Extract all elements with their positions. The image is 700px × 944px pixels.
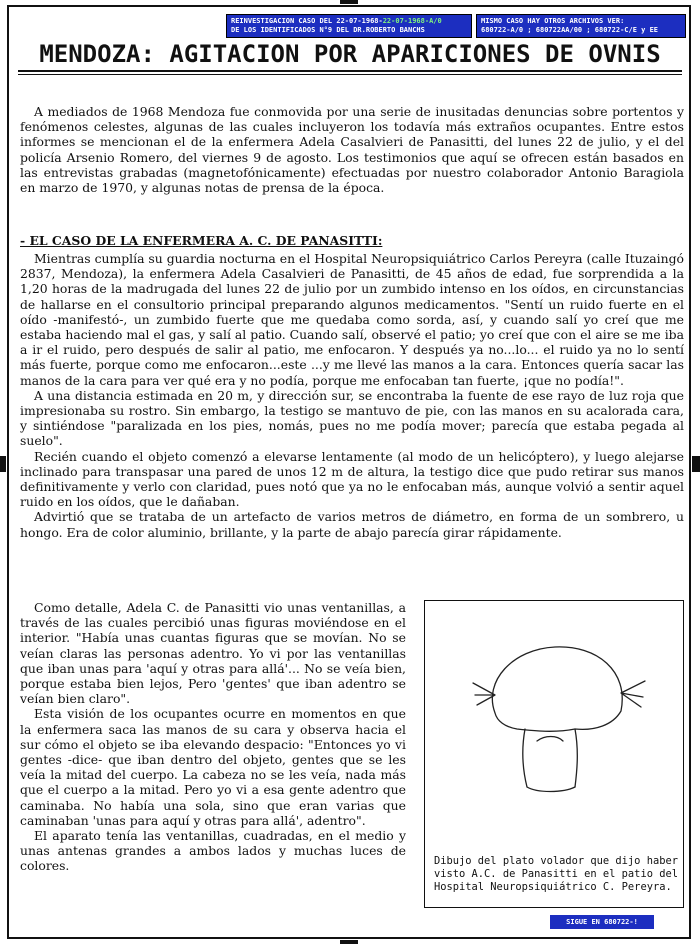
body-paragraph: Recién cuando el objeto comenzó a elevarse lentamente (al modo de un helicóptero), y luego alejarse inclinado para transpasar una pared de unos 12 m de altura, la testigo dice que pudo retirar sus manos definitivamente y verlo con claridad, pues notó que ya no le enfocaban más, aunque volvió a sentir aquel ruido en los oídos, que le dañaban. bbox=[20, 448, 684, 510]
headline-rule-top bbox=[18, 70, 682, 72]
ufo-base bbox=[527, 787, 575, 792]
edge-mark-left bbox=[0, 456, 6, 472]
edge-mark-right bbox=[692, 456, 700, 472]
edge-mark-top bbox=[340, 0, 358, 4]
continued-on-badge: SIGUE EN 680722-! bbox=[550, 915, 654, 929]
page-headline: MENDOZA: AGITACION POR APARICIONES DE OVNIS bbox=[39, 40, 661, 68]
ufo-antenna-left bbox=[473, 683, 495, 705]
case-reference-box bbox=[226, 14, 472, 38]
body-column bbox=[20, 600, 406, 874]
body-full-width bbox=[20, 251, 684, 540]
ufo-stem-left bbox=[523, 729, 527, 787]
figure-caption: Dibujo del plato volador que dijo haber visto A.C. de Panasitti en el patio del Hospital Neuropsiquiátrico C. Pereyra. bbox=[434, 855, 678, 893]
body-paragraph: A una distancia estimada en 20 m, y dirección sur, se encontraba la fuente de ese rayo de luz roja que impresionaba su rostro. Sin embargo, la testigo se mantuvo de pie, con las manos en su acalorada cara, y sintiéndose "paralizada en los pies, nomás, pues no me podía mover; parecía que estaba pegada al suelo". bbox=[20, 387, 684, 449]
body-paragraph: El aparato tenía las ventanillas, cuadradas, en el medio y unas antenas grandes a ambos lados y muchas luces de colores. bbox=[20, 828, 406, 874]
headline-rule-bottom bbox=[18, 74, 682, 75]
intro-text: A mediados de 1968 Mendoza fue conmovida por una serie de inusitadas denuncias sobre portentos y fenómenos celestes, algunas de las cuales incluyeron los todavía más extraños ocupantes. Entre estos informes se mencionan el de la enfermera Adela Casalvieri de Panasitti, del lunes 22 de julio, y el del policía Arsenio Romero, del viernes 9 de agosto. Los testimonios que aquí se ofrecen están basados en las entrevistas grabadas (magnetofónicamente) efectuadas por nuestro colaborador Antonio Baragiola en marzo de 1970, y algunas notas de prensa de la época. bbox=[20, 104, 684, 196]
body-paragraph: Mientras cumplía su guardia nocturna en el Hospital Neuropsiquiátrico Carlos Pereyra (calle Ituzaingó 2837, Mendoza), la enfermera Adela Casalvieri de Panasitti, de 45 años de edad, fue sorprendida a la 1,20 horas de la madrugada del lunes 22 de julio por un zumbido intenso en los oídos, en circunstancias de hallarse en el consultorio principal preparando algunos medicamentos. "Sentí un ruido fuerte en el oído -manifestó-, un zumbido fuerte que me quedaba como sorda, así, y cuando salí yo creí que me estaba haciendo mal el gas, y salí al patio. Cuando salí, observé el patio; yo creí que con el aire se me iba a ir el ruido, pero después de salir al patio, me enfocaron. Y después ya no...lo... el ruido ya no lo sentí más fuerte, porque como me enfocaron...este ...y me llevé las manos a la cara. Entonces quería sacar las manos de la cara para ver qué era y no podía, porque me enfocaban tan fuerte, ¡que no podía!". bbox=[20, 251, 684, 388]
body-paragraph: Como detalle, Adela C. de Panasitti vio unas ventanillas, a través de las cuales percibió unas figuras moviéndose en el interior. "Había unas cuantas figuras que se movían. No se veían claras las personas adentro. Yo vi por las ventanillas que iban unas para 'aquí y otras para allá'... No se veía bien, porque estaba bien lejos, Pero 'gentes' que iban adentro se veían bien claro". bbox=[20, 600, 406, 707]
body-paragraph: Esta visión de los ocupantes ocurre en momentos en que la enfermera saca las manos de su cara y observa hacia el sur cómo el objeto se iba elevando despacio: "Entonces yo vi gentes -dice- que iban dentro del objeto, gentes que se les veía la mitad del cuerpo. La cabeza no se les veía, nada más que el cuerpo a la mitad. Pero yo vi a esa gente adentro que caminaba. No había una sola, sino que eran varias que caminaban 'unas para aquí y otras para allá', adentro". bbox=[20, 706, 406, 828]
case-reference-highlight: 22-07-1968-A/0 bbox=[382, 17, 442, 25]
ufo-antenna-right bbox=[621, 681, 645, 707]
case-reference-line1: REINVESTIGACION CASO DEL 22-07-1968-22-07-1968-A/0 bbox=[231, 17, 442, 25]
ufo-cap-outline bbox=[492, 647, 622, 731]
related-files-line1: MISMO CASO HAY OTROS ARCHIVOS VER: bbox=[481, 17, 625, 25]
related-files-line2: 680722-A/0 ; 680722AA/00 ; 680722-C/E y EE bbox=[481, 26, 659, 34]
edge-mark-bottom bbox=[340, 940, 358, 944]
ufo-figure bbox=[424, 600, 684, 908]
section-heading: - EL CASO DE LA ENFERMERA A. C. DE PANASITTI: bbox=[20, 233, 383, 248]
body-paragraph: Advirtió que se trataba de un artefacto de varios metros de diámetro, en forma de un sombrero, u hongo. Era de color aluminio, brillante, y la parte de abajo parecía girar rápidamente. bbox=[20, 509, 684, 540]
ufo-inner-arc bbox=[537, 737, 563, 742]
ufo-stem-right bbox=[575, 729, 577, 787]
related-files-box bbox=[476, 14, 686, 38]
intro-paragraph bbox=[20, 104, 684, 195]
ufo-drawing bbox=[425, 601, 683, 851]
case-reference-line2: DE LOS IDENTIFICADOS N°9 DEL DR.ROBERTO BANCHS bbox=[231, 26, 425, 34]
